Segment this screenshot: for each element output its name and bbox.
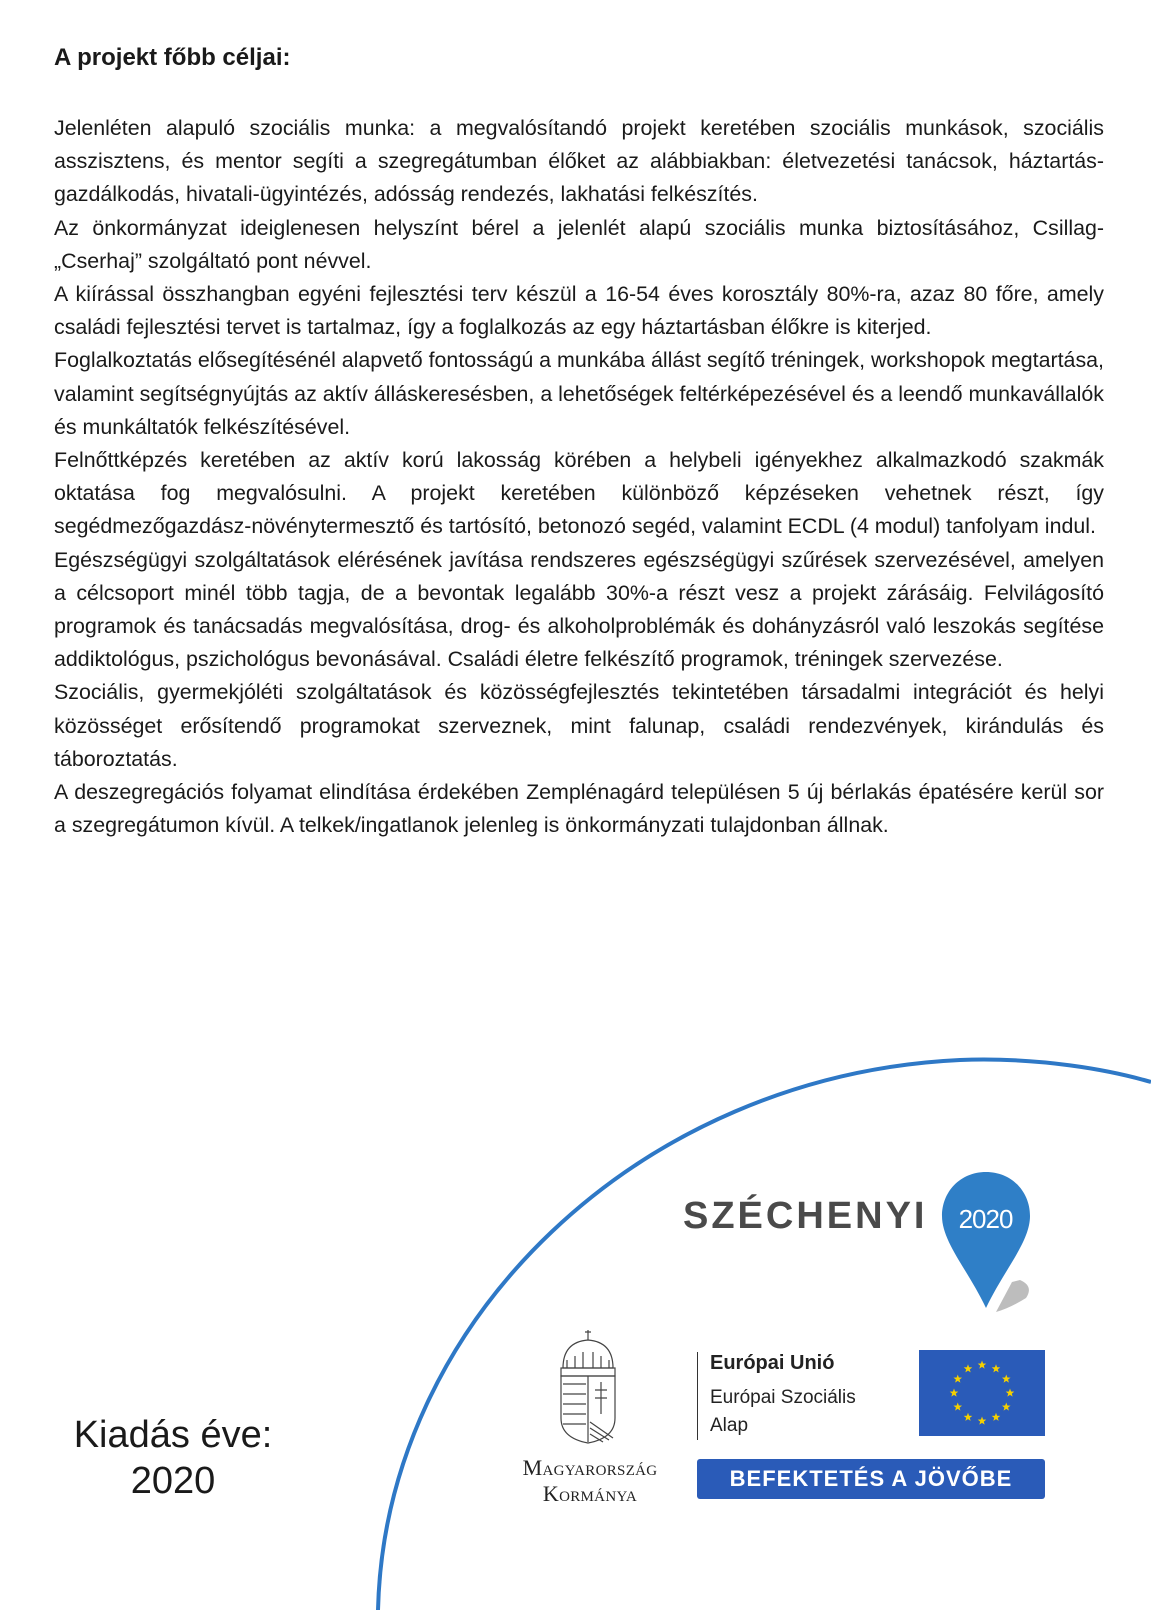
- coat-of-arms-icon: [555, 1330, 621, 1445]
- eu-star-icon: [953, 1403, 962, 1411]
- page-title: A projekt főbb céljai:: [54, 44, 291, 71]
- logo-divider: [697, 1352, 698, 1440]
- paragraph-presence-social-work: Jelenléten alapuló szociális munka: a megvalósítandó projekt keretében szociális munkások, szociális asszisztens, és mentor segíti a szegregátumban élőket az alábbiakban: életvezetési tanácsok, háztartás-gazdálkodás, hivatali-ügyintézés, adósság rendezés, lakhatási felkészítés.: [54, 116, 1104, 207]
- paragraph-desegregation: A deszegregációs folyamat elindítása érdekében Zemplénagárd településen 5 új bérlakás épatésére kerül sor a szegregátumon kívül. A telkek/ingatlanok jelenleg is önkormányzati tulajdonban állnak.: [54, 780, 1104, 838]
- eu-star-icon: [978, 1361, 987, 1369]
- eu-star-icon: [1006, 1389, 1015, 1397]
- eu-star-icon: [992, 1364, 1001, 1372]
- eu-stars: [919, 1350, 1045, 1436]
- eu-star-icon: [1002, 1403, 1011, 1411]
- eu-star-icon: [953, 1375, 962, 1383]
- eu-title: Európai Unió: [710, 1352, 835, 1374]
- eu-fund-line2: Alap: [710, 1415, 749, 1436]
- government-label-line1: Magyarország: [522, 1455, 658, 1480]
- paragraph-service-point: Az önkormányzat ideiglenesen helyszínt bérel a jelenlét alapú szociális munka biztosításához, Csillag- „Cserhaj” szolgáltató pont névvel.: [54, 215, 1104, 273]
- eu-star-icon: [964, 1413, 973, 1421]
- eu-star-icon: [950, 1389, 959, 1397]
- paragraph-development-plan: A kiírással összhangban egyéni fejlesztési terv készül a 16-54 éves korosztály 80%-ra, azaz 80 főre, amely családi fejlesztési tervet is tartalmaz, így a foglalkozás az egy háztartásban élőkre is kiterjed.: [54, 282, 1104, 340]
- eu-star-icon: [964, 1364, 973, 1372]
- location-pin-icon: [938, 1170, 1034, 1320]
- paragraph-employment: Foglalkoztatás elősegítésénél alapvető fontosságú a munkába állást segítő tréningek, workshopok megtartása, valamint segítségnyújtás az aktív álláskeresésben, a lehetőségek feltérképezésével és a leendő munkavállalók és munkáltatók felkészítésével.: [54, 348, 1104, 439]
- government-label: [495, 1455, 685, 1507]
- szechenyi-year: 2020: [958, 1204, 1013, 1234]
- eu-star-icon: [992, 1413, 1001, 1421]
- goals-body: [54, 112, 1104, 842]
- eu-star-icon: [1002, 1375, 1011, 1383]
- eu-flag-icon: [919, 1350, 1045, 1436]
- publication-year: [68, 1412, 278, 1504]
- paragraph-community-development: Szociális, gyermekjóléti szolgáltatások és közösségfejlesztés tekintetében társadalmi integrációt és helyi közösséget erősítendő programokat szerveznek, mint falunap, családi rendezvények, kirándulás és táboroztatás.: [54, 680, 1104, 771]
- government-label-line2: Kormánya: [542, 1481, 638, 1506]
- publication-year-value: 2020: [130, 1460, 216, 1502]
- eu-star-icon: [978, 1417, 987, 1425]
- publication-year-label: Kiadás éve:: [73, 1414, 273, 1456]
- paragraph-health-services: Egészségügyi szolgáltatások elérésének javítása rendszeres egészségügyi szűrések szervezésével, amelyen a célcsoport minél több tagja, de a bevontak legalább 30%-a részt vesz a projekt zárásáig. Felvilágosító programok és tanácsadás megvalósítása, drog- és alkoholproblémák és dohányzásról való leszokás segítése addiktológus, pszichológus bevonásával. Családi életre felkészítő programok, tréningek szervezése.: [54, 547, 1104, 672]
- slogan-banner: BEFEKTETÉS A JÖVŐBE: [697, 1459, 1045, 1499]
- eu-fund-name: [710, 1384, 856, 1440]
- szechenyi-logo-text: SZÉCHENYI: [683, 1195, 928, 1237]
- paragraph-adult-education: Felnőttképzés keretében az aktív korú lakosság körében a helybeli igényekhez alkalmazkodó szakmák oktatása fog megvalósulni. A projekt keretében különböző képzéseken vehetnek részt, így segédmezőgazdász-növénytermesztő és tartósító, betonozó segéd, valamint ECDL (4 modul) tanfolyam indul.: [54, 448, 1104, 539]
- eu-fund-line1: Európai Szociális: [710, 1387, 856, 1408]
